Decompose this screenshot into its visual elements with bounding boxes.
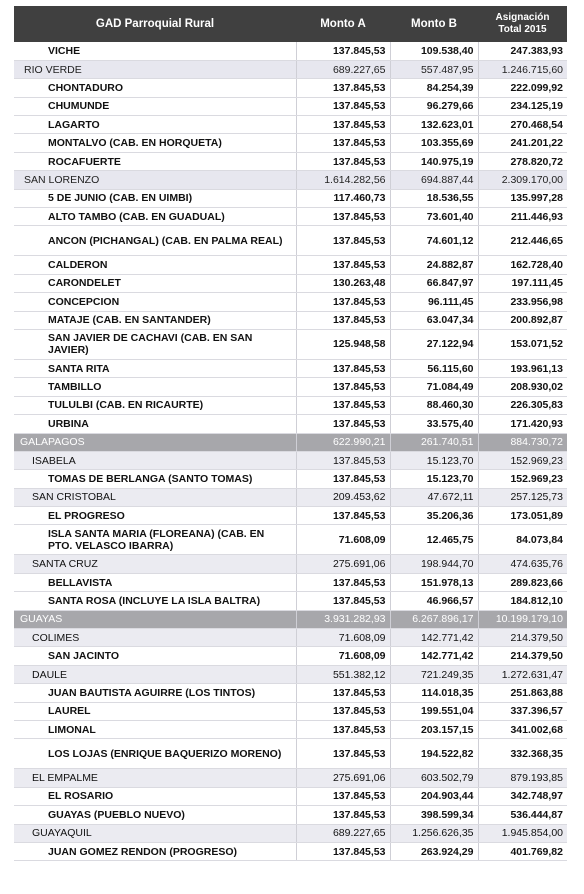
row-total: 879.193,85	[478, 769, 567, 787]
row-monto-a: 689.227,65	[296, 824, 390, 842]
row-monto-a: 137.845,53	[296, 42, 390, 60]
row-monto-b: 66.847,97	[390, 274, 478, 292]
table-row	[14, 573, 567, 591]
table-row	[14, 665, 567, 683]
table-row	[14, 488, 567, 506]
row-monto-a: 137.845,53	[296, 396, 390, 414]
row-monto-a: 137.845,53	[296, 226, 390, 256]
table-row	[14, 684, 567, 702]
row-monto-a: 130.263,48	[296, 274, 390, 292]
row-name: LIMONAL	[14, 721, 296, 739]
row-monto-b: 194.522,82	[390, 739, 478, 769]
row-total: 212.446,65	[478, 226, 567, 256]
row-name: BELLAVISTA	[14, 573, 296, 591]
table-row	[14, 42, 567, 60]
allocation-table-container	[14, 6, 567, 861]
table-row	[14, 739, 567, 769]
row-total: 162.728,40	[478, 256, 567, 274]
row-name: TAMBILLO	[14, 378, 296, 396]
row-monto-b: 6.267.896,17	[390, 610, 478, 628]
row-monto-a: 137.845,53	[296, 152, 390, 170]
row-monto-b: 96.111,45	[390, 293, 478, 311]
row-name: ISABELA	[14, 451, 296, 469]
table-row	[14, 525, 567, 555]
row-total: 152.969,23	[478, 470, 567, 488]
table-row	[14, 359, 567, 377]
table-row	[14, 293, 567, 311]
row-total: 208.930,02	[478, 378, 567, 396]
row-monto-b: 198.944,70	[390, 555, 478, 573]
row-total: 257.125,73	[478, 488, 567, 506]
row-monto-a: 137.845,53	[296, 79, 390, 97]
row-name: JUAN GOMEZ RENDON (PROGRESO)	[14, 842, 296, 860]
row-monto-a: 125.948,58	[296, 329, 390, 359]
row-monto-a: 137.845,53	[296, 256, 390, 274]
row-name: SANTA RITA	[14, 359, 296, 377]
row-total: 474.635,76	[478, 555, 567, 573]
row-monto-a: 137.845,53	[296, 507, 390, 525]
row-name: SANTA CRUZ	[14, 555, 296, 573]
row-monto-a: 137.845,53	[296, 311, 390, 329]
row-name: EL ROSARIO	[14, 787, 296, 805]
row-monto-a: 137.845,53	[296, 97, 390, 115]
row-monto-b: 199.551,04	[390, 702, 478, 720]
row-monto-b: 15.123,70	[390, 470, 478, 488]
row-name: CONCEPCION	[14, 293, 296, 311]
row-name: SAN JACINTO	[14, 647, 296, 665]
table-row	[14, 806, 567, 824]
row-monto-a: 71.608,09	[296, 629, 390, 647]
row-total: 401.769,82	[478, 842, 567, 860]
row-total: 222.099,92	[478, 79, 567, 97]
table-row	[14, 415, 567, 433]
row-name: CARONDELET	[14, 274, 296, 292]
row-monto-a: 3.931.282,93	[296, 610, 390, 628]
row-monto-a: 137.845,53	[296, 806, 390, 824]
table-row	[14, 79, 567, 97]
row-monto-b: 24.882,87	[390, 256, 478, 274]
table-row	[14, 152, 567, 170]
row-monto-a: 275.691,06	[296, 555, 390, 573]
row-name: GUAYAQUIL	[14, 824, 296, 842]
row-monto-b: 63.047,34	[390, 311, 478, 329]
table-row	[14, 451, 567, 469]
table-row	[14, 116, 567, 134]
row-total: 278.820,72	[478, 152, 567, 170]
row-total: 184.812,10	[478, 592, 567, 610]
row-monto-a: 1.614.282,56	[296, 171, 390, 189]
row-total: 173.051,89	[478, 507, 567, 525]
row-total: 171.420,93	[478, 415, 567, 433]
row-monto-b: 132.623,01	[390, 116, 478, 134]
table-row	[14, 311, 567, 329]
header-gad: GAD Parroquial Rural	[14, 6, 296, 42]
row-total: 337.396,57	[478, 702, 567, 720]
row-total: 200.892,87	[478, 311, 567, 329]
row-monto-b: 18.536,55	[390, 189, 478, 207]
row-monto-b: 103.355,69	[390, 134, 478, 152]
row-name: LAGARTO	[14, 116, 296, 134]
table-row	[14, 274, 567, 292]
row-name: ISLA SANTA MARIA (FLOREANA) (CAB. EN PTO. VELASCO IBARRA)	[14, 525, 296, 555]
row-total: 152.969,23	[478, 451, 567, 469]
row-monto-b: 142.771,42	[390, 629, 478, 647]
row-total: 251.863,88	[478, 684, 567, 702]
table-row	[14, 60, 567, 78]
row-monto-a: 275.691,06	[296, 769, 390, 787]
row-monto-b: 203.157,15	[390, 721, 478, 739]
row-total: 241.201,22	[478, 134, 567, 152]
row-name: GUAYAS	[14, 610, 296, 628]
row-monto-b: 27.122,94	[390, 329, 478, 359]
row-monto-a: 137.845,53	[296, 293, 390, 311]
row-name: TULULBI (CAB. EN RICAURTE)	[14, 396, 296, 414]
row-name: LOS LOJAS (ENRIQUE BAQUERIZO MORENO)	[14, 739, 296, 769]
table-row	[14, 769, 567, 787]
row-name: CHONTADURO	[14, 79, 296, 97]
allocation-table	[14, 6, 567, 861]
row-name: GUAYAS (PUEBLO NUEVO)	[14, 806, 296, 824]
row-total: 84.073,84	[478, 525, 567, 555]
row-monto-a: 137.845,53	[296, 787, 390, 805]
row-monto-a: 71.608,09	[296, 525, 390, 555]
row-monto-a: 137.845,53	[296, 378, 390, 396]
table-row	[14, 208, 567, 226]
row-total: 1.272.631,47	[478, 665, 567, 683]
row-total: 342.748,97	[478, 787, 567, 805]
row-monto-a: 137.845,53	[296, 842, 390, 860]
row-name: MATAJE (CAB. EN SANTANDER)	[14, 311, 296, 329]
row-total: 226.305,83	[478, 396, 567, 414]
row-name: DAULE	[14, 665, 296, 683]
table-row	[14, 702, 567, 720]
table-row	[14, 610, 567, 628]
row-monto-b: 204.903,44	[390, 787, 478, 805]
row-name: ROCAFUERTE	[14, 152, 296, 170]
table-row	[14, 329, 567, 359]
row-monto-a: 137.845,53	[296, 208, 390, 226]
row-monto-b: 84.254,39	[390, 79, 478, 97]
row-monto-b: 15.123,70	[390, 451, 478, 469]
table-row	[14, 171, 567, 189]
table-body	[14, 42, 567, 861]
row-name: SANTA ROSA (INCLUYE LA ISLA BALTRA)	[14, 592, 296, 610]
row-monto-b: 47.672,11	[390, 488, 478, 506]
row-name: MONTALVO (CAB. EN HORQUETA)	[14, 134, 296, 152]
row-total: 247.383,93	[478, 42, 567, 60]
row-monto-b: 56.115,60	[390, 359, 478, 377]
row-total: 270.468,54	[478, 116, 567, 134]
row-name: CALDERON	[14, 256, 296, 274]
table-row	[14, 378, 567, 396]
row-total: 1.246.715,60	[478, 60, 567, 78]
row-total: 193.961,13	[478, 359, 567, 377]
row-total: 884.730,72	[478, 433, 567, 451]
row-name: EL PROGRESO	[14, 507, 296, 525]
row-monto-b: 73.601,40	[390, 208, 478, 226]
row-monto-b: 151.978,13	[390, 573, 478, 591]
row-total: 153.071,52	[478, 329, 567, 359]
row-name: SAN JAVIER DE CACHAVI (CAB. EN SAN JAVIER)	[14, 329, 296, 359]
row-monto-b: 33.575,40	[390, 415, 478, 433]
row-name: LAUREL	[14, 702, 296, 720]
row-total: 234.125,19	[478, 97, 567, 115]
table-row	[14, 592, 567, 610]
row-monto-b: 603.502,79	[390, 769, 478, 787]
table-row	[14, 842, 567, 860]
row-monto-a: 137.845,53	[296, 116, 390, 134]
row-name: ANCON (PICHANGAL) (CAB. EN PALMA REAL)	[14, 226, 296, 256]
row-total: 1.945.854,00	[478, 824, 567, 842]
row-monto-b: 88.460,30	[390, 396, 478, 414]
header-total-line2: Total 2015	[498, 24, 547, 35]
row-monto-b: 142.771,42	[390, 647, 478, 665]
row-monto-a: 622.990,21	[296, 433, 390, 451]
row-monto-b: 96.279,66	[390, 97, 478, 115]
row-monto-b: 557.487,95	[390, 60, 478, 78]
row-monto-b: 261.740,51	[390, 433, 478, 451]
row-monto-b: 74.601,12	[390, 226, 478, 256]
row-monto-b: 694.887,44	[390, 171, 478, 189]
row-monto-b: 140.975,19	[390, 152, 478, 170]
row-total: 211.446,93	[478, 208, 567, 226]
row-name: COLIMES	[14, 629, 296, 647]
table-row	[14, 97, 567, 115]
row-total: 289.823,66	[478, 573, 567, 591]
row-total: 332.368,35	[478, 739, 567, 769]
header-total	[478, 6, 567, 42]
row-monto-a: 137.845,53	[296, 684, 390, 702]
row-monto-a: 137.845,53	[296, 470, 390, 488]
row-monto-a: 137.845,53	[296, 573, 390, 591]
row-monto-b: 12.465,75	[390, 525, 478, 555]
row-name: JUAN BAUTISTA AGUIRRE (LOS TINTOS)	[14, 684, 296, 702]
header-monto-a: Monto A	[296, 6, 390, 42]
table-row	[14, 470, 567, 488]
table-header-row	[14, 6, 567, 42]
row-monto-a: 117.460,73	[296, 189, 390, 207]
row-total: 135.997,28	[478, 189, 567, 207]
row-name: RIO VERDE	[14, 60, 296, 78]
row-total: 536.444,87	[478, 806, 567, 824]
row-total: 214.379,50	[478, 629, 567, 647]
row-total: 233.956,98	[478, 293, 567, 311]
row-monto-b: 114.018,35	[390, 684, 478, 702]
table-row	[14, 396, 567, 414]
row-monto-a: 137.845,53	[296, 702, 390, 720]
row-name: CHUMUNDE	[14, 97, 296, 115]
table-row	[14, 134, 567, 152]
row-total: 2.309.170,00	[478, 171, 567, 189]
row-monto-b: 263.924,29	[390, 842, 478, 860]
row-monto-b: 1.256.626,35	[390, 824, 478, 842]
row-monto-a: 137.845,53	[296, 721, 390, 739]
row-name: 5 DE JUNIO (CAB. EN UIMBI)	[14, 189, 296, 207]
row-monto-b: 109.538,40	[390, 42, 478, 60]
row-name: EL EMPALME	[14, 769, 296, 787]
row-total: 197.111,45	[478, 274, 567, 292]
row-name: URBINA	[14, 415, 296, 433]
row-monto-a: 71.608,09	[296, 647, 390, 665]
row-monto-a: 137.845,53	[296, 451, 390, 469]
row-name: SAN LORENZO	[14, 171, 296, 189]
row-total: 341.002,68	[478, 721, 567, 739]
row-name: SAN CRISTOBAL	[14, 488, 296, 506]
table-row	[14, 433, 567, 451]
row-monto-b: 71.084,49	[390, 378, 478, 396]
row-monto-a: 209.453,62	[296, 488, 390, 506]
table-row	[14, 507, 567, 525]
row-monto-a: 137.845,53	[296, 592, 390, 610]
row-monto-a: 551.382,12	[296, 665, 390, 683]
table-row	[14, 629, 567, 647]
header-monto-b: Monto B	[390, 6, 478, 42]
table-row	[14, 824, 567, 842]
row-monto-a: 137.845,53	[296, 739, 390, 769]
row-monto-b: 398.599,34	[390, 806, 478, 824]
row-monto-a: 137.845,53	[296, 134, 390, 152]
row-monto-a: 137.845,53	[296, 415, 390, 433]
row-monto-b: 35.206,36	[390, 507, 478, 525]
row-total: 214.379,50	[478, 647, 567, 665]
row-monto-b: 46.966,57	[390, 592, 478, 610]
table-row	[14, 555, 567, 573]
table-row	[14, 787, 567, 805]
row-name: ALTO TAMBO (CAB. EN GUADUAL)	[14, 208, 296, 226]
row-monto-b: 721.249,35	[390, 665, 478, 683]
row-name: VICHE	[14, 42, 296, 60]
row-name: GALAPAGOS	[14, 433, 296, 451]
table-row	[14, 256, 567, 274]
row-monto-a: 137.845,53	[296, 359, 390, 377]
table-row	[14, 189, 567, 207]
header-total-line1: Asignación	[495, 12, 550, 23]
table-row	[14, 647, 567, 665]
row-total: 10.199.179,10	[478, 610, 567, 628]
row-monto-a: 689.227,65	[296, 60, 390, 78]
table-row	[14, 721, 567, 739]
table-row	[14, 226, 567, 256]
row-name: TOMAS DE BERLANGA (SANTO TOMAS)	[14, 470, 296, 488]
